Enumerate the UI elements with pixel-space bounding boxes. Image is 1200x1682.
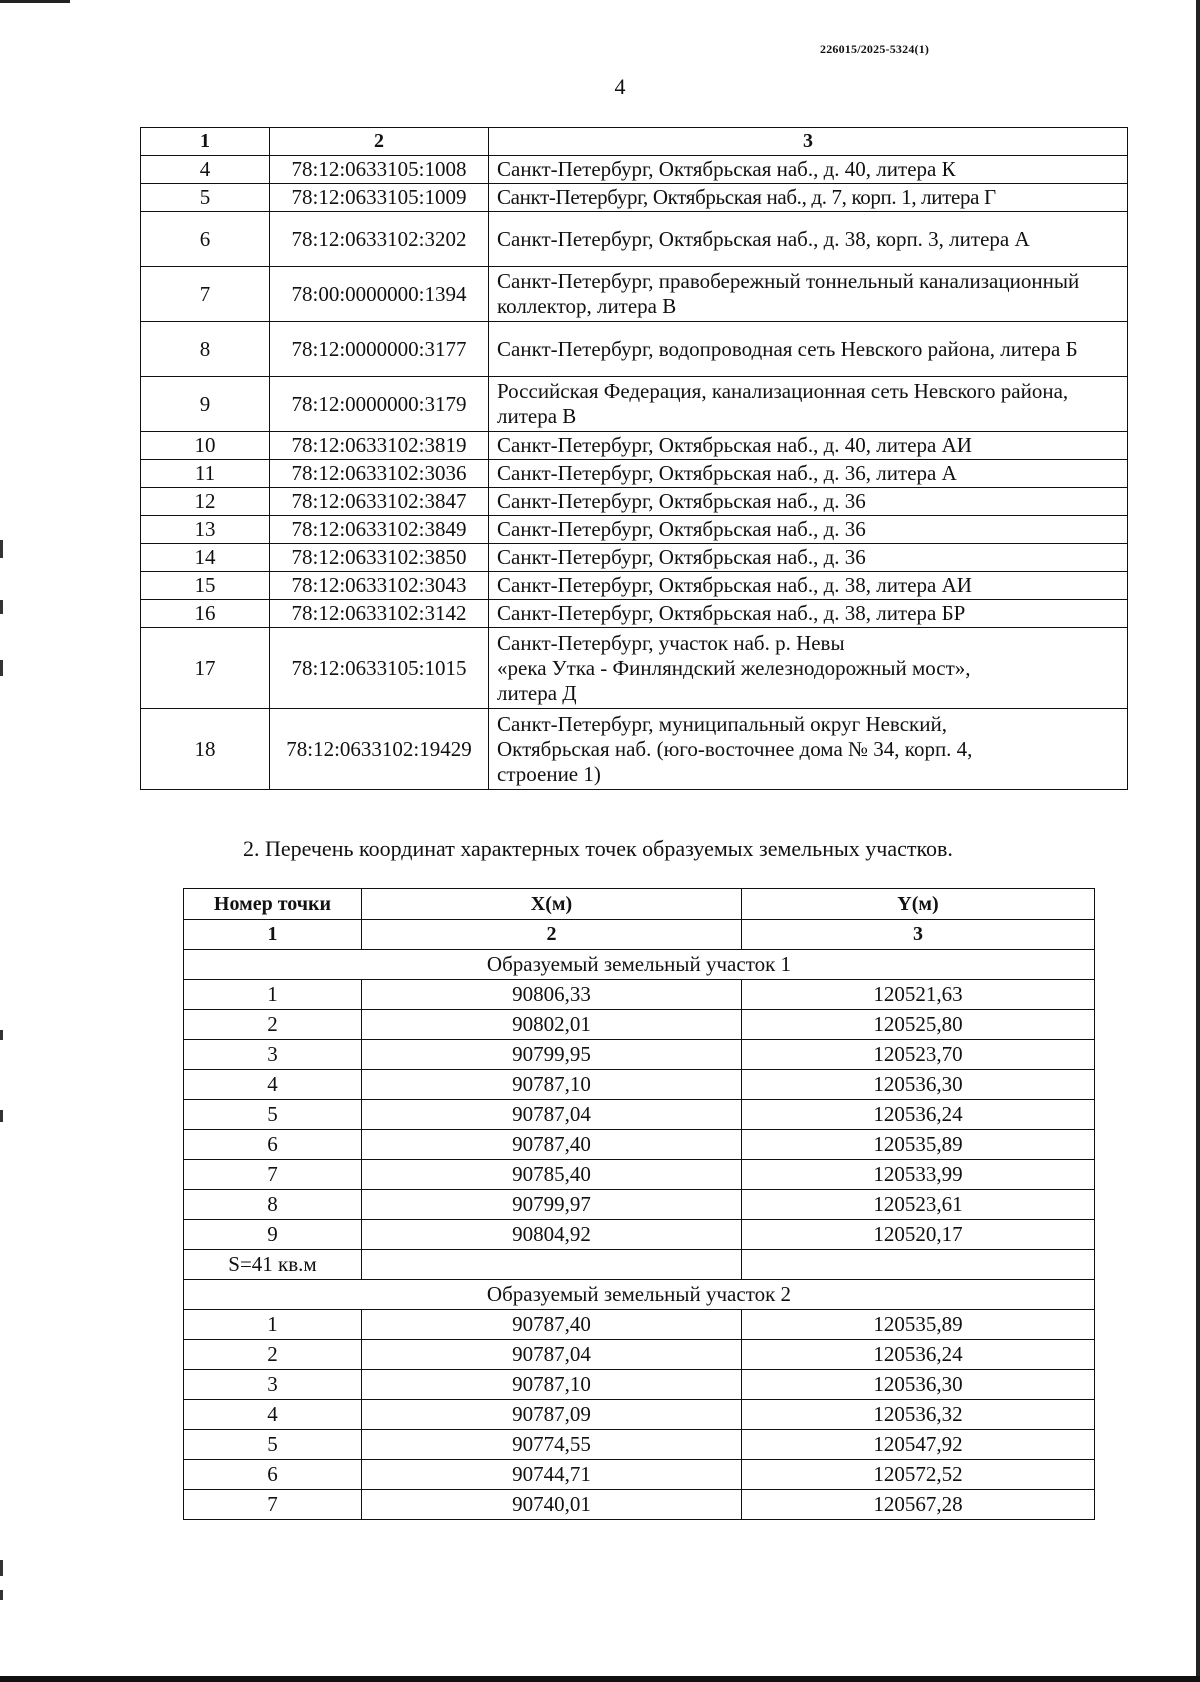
y-coordinate: 120536,24 <box>742 1100 1095 1130</box>
x-coordinate: 90787,09 <box>362 1400 742 1430</box>
y-coordinate: 120567,28 <box>742 1490 1095 1520</box>
address-line: «река Утка - Финляндский железнодорожный мост», <box>497 655 971 680</box>
column-index-row <box>184 920 1095 950</box>
y-coordinate: 120523,70 <box>742 1040 1095 1070</box>
table-row <box>184 1310 1095 1340</box>
row-number: 11 <box>141 460 270 488</box>
address: Санкт-Петербург, Октябрьская наб., д. 36 <box>489 488 1128 516</box>
table-row <box>184 1490 1095 1520</box>
cadastral-number: 78:12:0633102:3142 <box>270 600 489 628</box>
x-coordinate: 90787,04 <box>362 1100 742 1130</box>
y-coordinate: 120535,89 <box>742 1130 1095 1160</box>
point-number: 4 <box>184 1400 362 1430</box>
point-number: 6 <box>184 1130 362 1160</box>
y-coordinate: 120536,30 <box>742 1070 1095 1100</box>
scan-mark <box>0 600 3 614</box>
address <box>489 709 1128 790</box>
address: Санкт-Петербург, Октябрьская наб., д. 7, корп. 1, литера Г <box>489 184 1128 212</box>
x-coordinate: 90740,01 <box>362 1490 742 1520</box>
point-number: 3 <box>184 1370 362 1400</box>
table-row <box>141 432 1128 460</box>
cadastral-number: 78:12:0000000:3179 <box>270 377 489 432</box>
cadastral-number: 78:12:0633102:3850 <box>270 544 489 572</box>
table-row <box>184 1430 1095 1460</box>
address: Санкт-Петербург, Октябрьская наб., д. 40, литера АИ <box>489 432 1128 460</box>
address-line: литера Д <box>497 680 577 705</box>
table-row <box>184 1190 1095 1220</box>
cadastral-number: 78:00:0000000:1394 <box>270 267 489 322</box>
table-row <box>184 980 1095 1010</box>
y-coordinate: 120536,24 <box>742 1340 1095 1370</box>
table-header-row <box>141 128 1128 156</box>
table-row <box>184 1100 1095 1130</box>
area-row <box>184 1250 1095 1280</box>
y-coordinate: 120547,92 <box>742 1430 1095 1460</box>
column-index: 3 <box>742 920 1095 950</box>
table-row <box>184 1340 1095 1370</box>
row-number: 16 <box>141 600 270 628</box>
cadastral-number: 78:12:0633102:3847 <box>270 488 489 516</box>
column-header-point: Номер точки <box>184 889 362 920</box>
column-header: 2 <box>270 128 489 156</box>
plot-title: Образуемый земельный участок 2 <box>184 1280 1095 1310</box>
y-coordinate: 120536,32 <box>742 1400 1095 1430</box>
point-number: 1 <box>184 980 362 1010</box>
coordinates-table <box>183 888 1095 1520</box>
empty-cell <box>362 1250 742 1280</box>
cadastral-number: 78:12:0633105:1015 <box>270 628 489 709</box>
column-header-y: Y(м) <box>742 889 1095 920</box>
address: Санкт-Петербург, Октябрьская наб., д. 36, литера А <box>489 460 1128 488</box>
x-coordinate: 90787,04 <box>362 1340 742 1370</box>
point-number: 7 <box>184 1490 362 1520</box>
cadastral-number: 78:12:0633105:1008 <box>270 156 489 184</box>
column-header-x: X(м) <box>362 889 742 920</box>
point-number: 1 <box>184 1310 362 1340</box>
row-number: 12 <box>141 488 270 516</box>
address: Санкт-Петербург, водопроводная сеть Невского района, литера Б <box>489 322 1128 377</box>
page-number: 4 <box>614 74 626 99</box>
address-line: Санкт-Петербург, участок наб. р. Невы <box>497 630 845 655</box>
point-number: 4 <box>184 1070 362 1100</box>
document-id: 226015/2025-5324(1) <box>820 42 930 56</box>
section-title: 2. Перечень координат характерных точек образуемых земельных участков. <box>243 836 953 861</box>
table-row <box>184 1220 1095 1250</box>
y-coordinate: 120525,80 <box>742 1010 1095 1040</box>
point-number: 2 <box>184 1010 362 1040</box>
point-number: 7 <box>184 1160 362 1190</box>
scan-mark <box>0 1560 3 1576</box>
cadastral-number: 78:12:0633102:3849 <box>270 516 489 544</box>
address: Санкт-Петербург, Октябрьская наб., д. 38, корп. 3, литера А <box>489 212 1128 267</box>
table-row <box>141 544 1128 572</box>
x-coordinate: 90744,71 <box>362 1460 742 1490</box>
table-row <box>141 488 1128 516</box>
y-coordinate: 120520,17 <box>742 1220 1095 1250</box>
address <box>489 628 1128 709</box>
table-row <box>184 1370 1095 1400</box>
scan-mark <box>0 1590 3 1600</box>
scan-mark <box>0 540 3 558</box>
table-row <box>184 1460 1095 1490</box>
row-number: 6 <box>141 212 270 267</box>
cadastral-number: 78:12:0000000:3177 <box>270 322 489 377</box>
point-number: 3 <box>184 1040 362 1070</box>
cadastral-objects-table <box>140 127 1128 790</box>
point-number: 8 <box>184 1190 362 1220</box>
table-row <box>141 628 1128 709</box>
address: Санкт-Петербург, Октябрьская наб., д. 36 <box>489 544 1128 572</box>
x-coordinate: 90804,92 <box>362 1220 742 1250</box>
x-coordinate: 90785,40 <box>362 1160 742 1190</box>
address: Санкт-Петербург, правобережный тоннельный канализационный коллектор, литера В <box>489 267 1128 322</box>
table-row <box>141 156 1128 184</box>
table-row <box>141 267 1128 322</box>
x-coordinate: 90799,95 <box>362 1040 742 1070</box>
plot-area: S=41 кв.м <box>184 1250 362 1280</box>
address: Санкт-Петербург, Октябрьская наб., д. 36 <box>489 516 1128 544</box>
table-row <box>141 572 1128 600</box>
table-row <box>141 516 1128 544</box>
row-number: 8 <box>141 322 270 377</box>
x-coordinate: 90787,40 <box>362 1130 742 1160</box>
x-coordinate: 90787,10 <box>362 1070 742 1100</box>
table-row <box>141 709 1128 790</box>
address: Санкт-Петербург, Октябрьская наб., д. 38, литера АИ <box>489 572 1128 600</box>
table-row <box>184 1130 1095 1160</box>
point-number: 9 <box>184 1220 362 1250</box>
scan-mark <box>0 660 3 676</box>
table-row <box>141 460 1128 488</box>
table-row <box>184 1010 1095 1040</box>
row-number: 13 <box>141 516 270 544</box>
cadastral-number: 78:12:0633102:3043 <box>270 572 489 600</box>
row-number: 15 <box>141 572 270 600</box>
point-number: 5 <box>184 1100 362 1130</box>
column-index: 2 <box>362 920 742 950</box>
y-coordinate: 120535,89 <box>742 1310 1095 1340</box>
y-coordinate: 120523,61 <box>742 1190 1095 1220</box>
table-row <box>141 184 1128 212</box>
cadastral-number: 78:12:0633102:19429 <box>270 709 489 790</box>
column-index: 1 <box>184 920 362 950</box>
cadastral-number: 78:12:0633102:3202 <box>270 212 489 267</box>
table-row <box>184 1400 1095 1430</box>
cadastral-number: 78:12:0633102:3036 <box>270 460 489 488</box>
x-coordinate: 90774,55 <box>362 1430 742 1460</box>
table-row <box>184 1040 1095 1070</box>
y-coordinate: 120536,30 <box>742 1370 1095 1400</box>
row-number: 9 <box>141 377 270 432</box>
scan-edge-bottom <box>0 1676 1200 1682</box>
table-row <box>141 600 1128 628</box>
address-line: Октябрьская наб. (юго-восточнее дома № 34, корп. 4, <box>497 736 973 761</box>
column-header: 1 <box>141 128 270 156</box>
x-coordinate: 90787,10 <box>362 1370 742 1400</box>
row-number: 4 <box>141 156 270 184</box>
point-number: 6 <box>184 1460 362 1490</box>
table-row <box>141 377 1128 432</box>
x-coordinate: 90787,40 <box>362 1310 742 1340</box>
table-row <box>141 322 1128 377</box>
point-number: 5 <box>184 1430 362 1460</box>
column-header: 3 <box>489 128 1128 156</box>
address: Санкт-Петербург, Октябрьская наб., д. 40, литера К <box>489 156 1128 184</box>
address-line: строение 1) <box>497 761 601 786</box>
point-number: 2 <box>184 1340 362 1370</box>
row-number: 18 <box>141 709 270 790</box>
scan-mark <box>0 1110 3 1122</box>
table-row <box>184 1160 1095 1190</box>
address: Санкт-Петербург, Октябрьская наб., д. 38, литера БР <box>489 600 1128 628</box>
address-line: Санкт-Петербург, муниципальный округ Невский, <box>497 711 947 736</box>
address: Российская Федерация, канализационная сеть Невского района, литера В <box>489 377 1128 432</box>
plot-title-row <box>184 1280 1095 1310</box>
x-coordinate: 90806,33 <box>362 980 742 1010</box>
x-coordinate: 90799,97 <box>362 1190 742 1220</box>
table-row <box>184 1070 1095 1100</box>
y-coordinate: 120572,52 <box>742 1460 1095 1490</box>
row-number: 7 <box>141 267 270 322</box>
empty-cell <box>742 1250 1095 1280</box>
row-number: 14 <box>141 544 270 572</box>
plot-title-row <box>184 950 1095 980</box>
plot-title: Образуемый земельный участок 1 <box>184 950 1095 980</box>
scan-edge-top <box>0 0 70 3</box>
y-coordinate: 120533,99 <box>742 1160 1095 1190</box>
cadastral-number: 78:12:0633105:1009 <box>270 184 489 212</box>
table-header-row <box>184 889 1095 920</box>
scan-mark <box>0 1030 3 1040</box>
table-row <box>141 212 1128 267</box>
row-number: 17 <box>141 628 270 709</box>
row-number: 10 <box>141 432 270 460</box>
cadastral-number: 78:12:0633102:3819 <box>270 432 489 460</box>
scan-edge-right <box>1196 0 1200 1682</box>
row-number: 5 <box>141 184 270 212</box>
x-coordinate: 90802,01 <box>362 1010 742 1040</box>
y-coordinate: 120521,63 <box>742 980 1095 1010</box>
